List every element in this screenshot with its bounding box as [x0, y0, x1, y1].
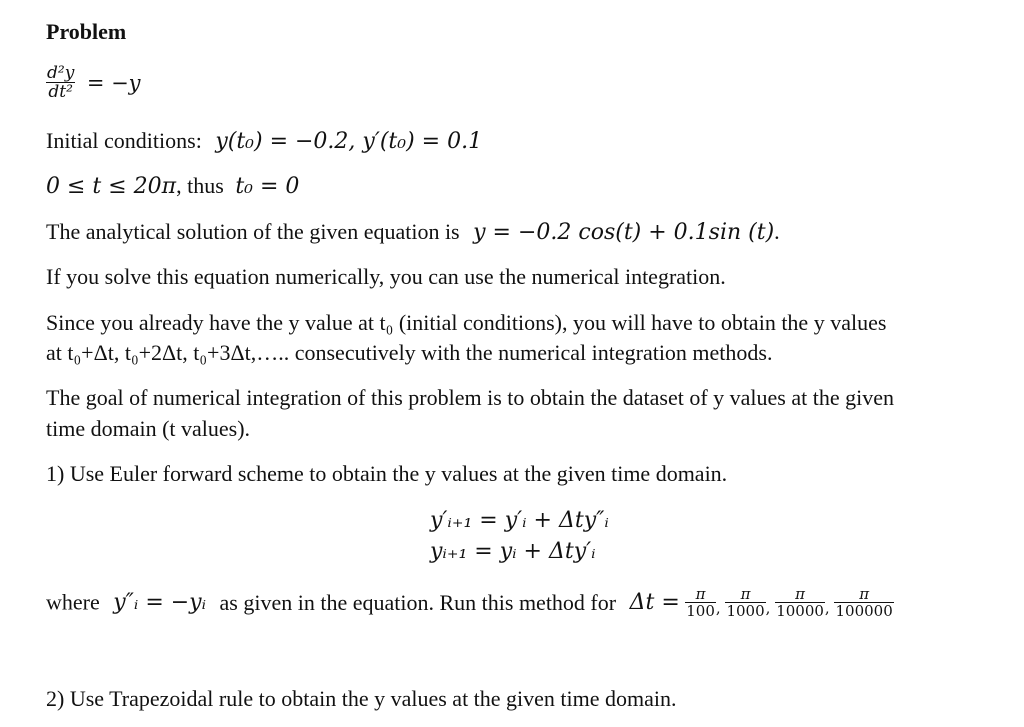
analytical-text: The analytical solution of the given equation is — [46, 219, 460, 244]
dt-fraction-2-den: 1000 — [726, 602, 765, 620]
ode-equation — [46, 64, 141, 101]
paragraph-goal-line2: time domain (t values). — [46, 416, 251, 441]
step1-instruction: 1) Use Euler forward scheme to obtain the y values at the given time domain. — [46, 461, 728, 486]
dt-fraction-1-den: 100 — [686, 602, 715, 620]
paragraph-initial-line1: Since you already have the y value at t₀ (initial conditions), you will have to obtain the y values — [46, 310, 887, 335]
paragraph-goal-line1: The goal of numerical integration of this problem is to obtain the dataset of y values at the given — [46, 385, 894, 410]
dt-fraction-4 — [834, 586, 893, 619]
time-domain-thus: , thus — [176, 173, 224, 198]
where-math: y″ᵢ = −yᵢ — [113, 590, 207, 615]
ode-numerator: d²y — [47, 63, 75, 83]
time-domain-range: 0 ≤ t ≤ 20π — [46, 174, 177, 199]
analytical-math: y = −0.2 cos(t) + 0.1sin (t) — [473, 220, 775, 245]
dt-label: Δt = — [629, 590, 680, 615]
dt-fraction-1-num: π — [685, 586, 716, 603]
dt-fraction-3-den: 10000 — [776, 602, 824, 620]
dt-fraction-4-den: 100000 — [835, 602, 893, 620]
ode-fraction — [46, 64, 75, 101]
ode-denominator: dt² — [48, 82, 73, 102]
dt-fraction-4-num: π — [834, 586, 893, 603]
dt-fraction-3 — [775, 586, 825, 619]
initial-conditions-label: Initial conditions: — [46, 128, 202, 153]
paragraph-numerical: If you solve this equation numerically, you can use the numerical integration. — [46, 264, 726, 289]
paragraph-initial-line2: at t₀+Δt, t₀+2Δt, t₀+3Δt,….. consecutively with the numerical integration methods. — [46, 340, 773, 365]
initial-conditions — [46, 126, 482, 157]
analytical-end: . — [774, 219, 780, 244]
ode-rhs: = −y — [86, 70, 141, 95]
where-text: as given in the equation. Run this method for — [219, 589, 617, 615]
euler-eq-position: yᵢ₊₁ = yᵢ + Δty′ᵢ — [430, 539, 596, 564]
heading: Problem — [46, 19, 127, 44]
dt-fraction-1 — [685, 586, 716, 619]
time-domain — [46, 171, 299, 202]
dt-fractions: $\frac{\pi}{100}$ , $\frac{\pi}{1000}$ , $\frac{\pi}{10000}$ , $\frac{\pi}{100000}$ — [686, 585, 893, 620]
dt-fraction-2-num: π — [725, 586, 765, 603]
dt-fraction-3-num: π — [775, 586, 825, 603]
where-line — [46, 586, 894, 619]
where-label: where — [46, 589, 100, 615]
analytical-solution — [46, 217, 780, 248]
dt-fraction-2 — [725, 586, 765, 619]
time-domain-t0: t₀ = 0 — [235, 174, 300, 199]
step2-instruction: 2) Use Trapezoidal rule to obtain the y values at the given time domain. — [46, 686, 677, 711]
initial-conditions-math: y(t₀) = −0.2, y′(t₀) = 0.1 — [215, 129, 483, 154]
euler-eq-velocity: y′ᵢ₊₁ = y′ᵢ + Δty″ᵢ — [430, 508, 609, 533]
